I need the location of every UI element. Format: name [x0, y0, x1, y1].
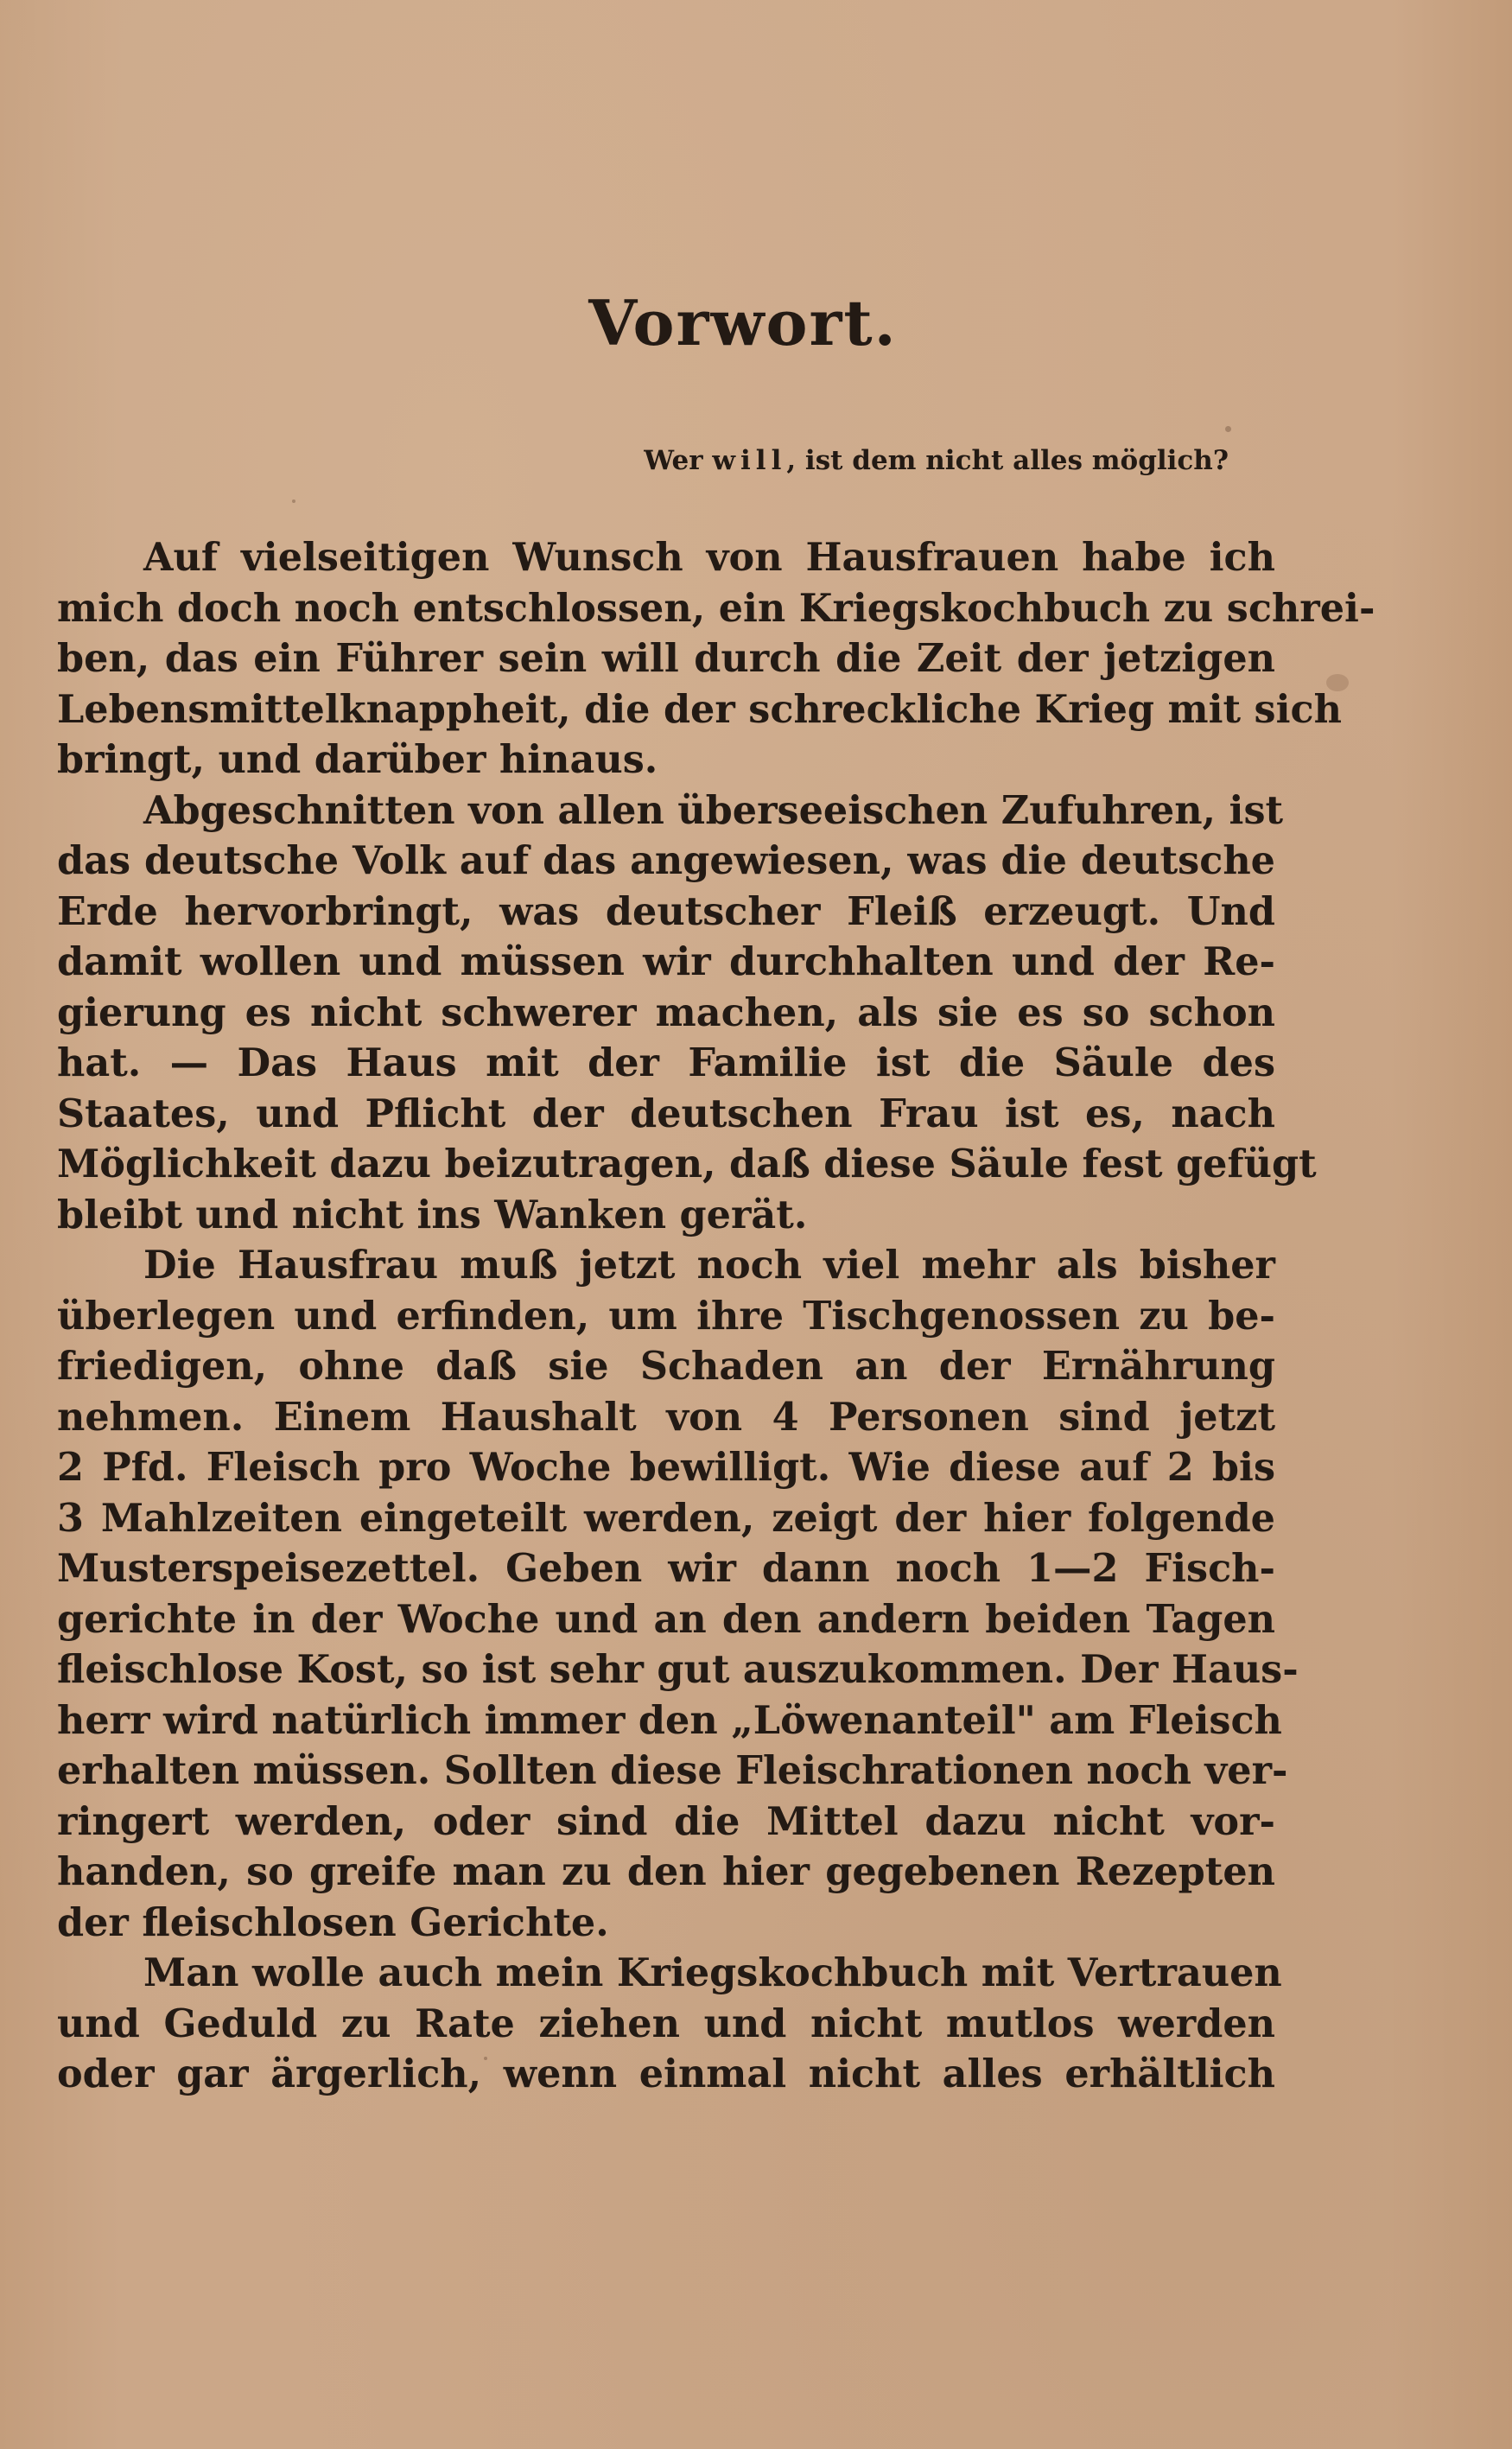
text-line: gerichte in der Woche und an den andern beiden Tagen [57, 1596, 1275, 1642]
text-line: friedigen, ohne daß sie Schaden an der Ernährung [57, 1344, 1275, 1389]
text-line: bleibt und nicht ins Wanken gerät. [57, 1192, 808, 1237]
text-line: das deutsche Volk auf das angewiesen, was die deutsche [57, 838, 1275, 883]
epigraph [644, 445, 1229, 476]
text-line: Erde hervorbringt, was deutscher Fleiß erzeugt. Und [57, 888, 1275, 934]
text-line: Musterspeisezettel. Geben wir dann noch 1—2 Fisch- [57, 1546, 1275, 1591]
text-line: Lebensmittelknappheit, die der schreckliche Krieg mit sich [57, 686, 1342, 732]
text-line: handen, so greife man zu den hier gegebenen Rezepten [57, 1849, 1275, 1894]
text-line: bringt, und darüber hinaus. [57, 737, 658, 782]
text-line: Man wolle auch mein Kriegskochbuch mit Vertrauen [143, 1950, 1282, 1995]
paragraph [57, 532, 1375, 786]
paper-fleck [292, 499, 295, 503]
text-line: Möglichkeit dazu beizutragen, daß diese Säule fest gefügt [57, 1142, 1317, 1186]
text-line: Abgeschnitten von allen überseeischen Zufuhren, ist [143, 787, 1284, 833]
text-line: ben, das ein Führer sein will durch die Zeit der jetzigen [57, 636, 1275, 681]
epigraph-emphasis: will [712, 445, 787, 476]
text-line: mich doch noch entschlossen, ein Kriegskochbuch zu schrei- [57, 585, 1375, 631]
text-line: überlegen und erfinden, um ihre Tischgenossen zu be- [57, 1293, 1275, 1339]
epigraph-prefix: Wer [644, 445, 713, 476]
text-line: und Geduld zu Rate ziehen und nicht mutlos werden [57, 2001, 1275, 2046]
text-line: Auf vielseitigen Wunsch von Hausfrauen habe ich [143, 535, 1275, 580]
text-line: Staates, und Pflicht der deutschen Frau ist es, nach [57, 1091, 1275, 1136]
text-line: hat. — Das Haus mit der Familie ist die Säule des [57, 1040, 1275, 1085]
text-line: gierung es nicht schwerer machen, als sie es so schon [57, 989, 1275, 1035]
text-line: Die Hausfrau muß jetzt noch viel mehr als bisher [143, 1243, 1275, 1288]
text-line: oder gar ärgerlich, wenn einmal nicht alles erhältlich [57, 2051, 1275, 2096]
text-line: 2 Pfd. Fleisch pro Woche bewilligt. Wie diese auf 2 bis [57, 1445, 1275, 1490]
text-line: herr wird natürlich immer den „Löwenanteil" am Fleisch [57, 1697, 1282, 1743]
text-line: nehmen. Einem Haushalt von 4 Personen sind jetzt [57, 1394, 1275, 1440]
text-line: 3 Mahlzeiten eingeteilt werden, zeigt der hier folgende [57, 1495, 1275, 1541]
paragraph [57, 786, 1317, 1241]
paper-fleck [1225, 426, 1231, 432]
text-line: damit wollen und müssen wir durchhalten und der Re- [57, 939, 1275, 984]
text-line: ringert werden, oder sind die Mittel dazu nicht vor- [57, 1798, 1275, 1844]
text-line: fleischlose Kost, so ist sehr gut auszukommen. Der Haus- [57, 1647, 1299, 1692]
epigraph-rest: , ist dem nicht alles möglich? [786, 445, 1229, 476]
paragraph [57, 1948, 1282, 2100]
text-line: der fleischlosen Gerichte. [57, 1899, 609, 1945]
text-line: erhalten müssen. Sollten diese Fleischrationen noch ver- [57, 1748, 1288, 1793]
paragraph [57, 1240, 1299, 1948]
body-text [57, 532, 1375, 2100]
page-title: Vorwort. [588, 286, 898, 359]
